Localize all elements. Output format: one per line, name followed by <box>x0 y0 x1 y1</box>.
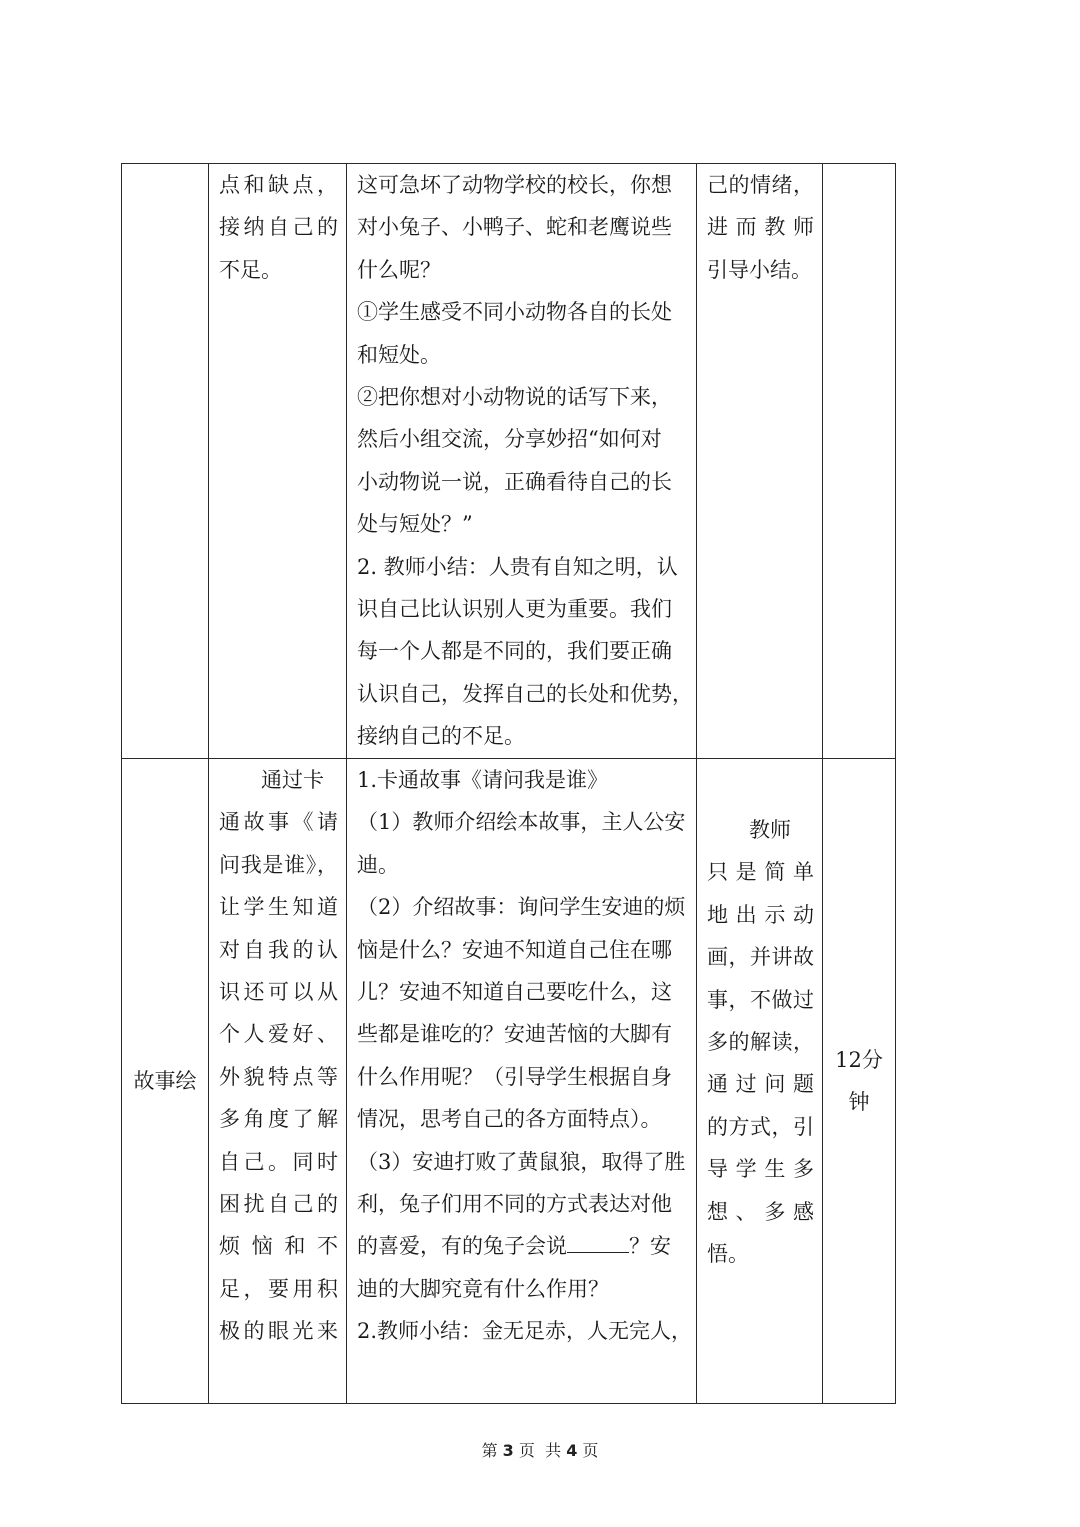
goal-line: 烦恼和不 <box>219 1234 338 1259</box>
process-line: 儿？安迪不知道自己要吃什么，这 <box>357 980 672 1005</box>
note-line: 只是简单 <box>707 860 814 885</box>
process-line: 情况，思考自己的各方面特点）。 <box>357 1107 662 1132</box>
process-line: 对小兔子、小鸭子、蛇和老鹰说些 <box>357 215 672 240</box>
note-line: 教师 <box>749 818 791 842</box>
goal-line: 接纳自己的 <box>219 215 338 240</box>
current-page-number: 3 <box>502 1441 514 1460</box>
note-line: 多的解读， <box>707 1030 814 1055</box>
goal-line: 问我是谁》， <box>219 852 338 877</box>
total-page-number: 4 <box>566 1441 578 1460</box>
process-line: ①学生感受不同小动物各自的长处 <box>357 300 672 325</box>
goal-line: 个人爱好、 <box>219 1022 338 1047</box>
page-footer <box>0 1438 1080 1461</box>
process-line: （3）安迪打败了黄鼠狼，取得了胜 <box>357 1149 686 1174</box>
process-line: 每一个人都是不同的，我们要正确 <box>357 639 672 664</box>
note-line: 己的情绪， <box>707 173 814 197</box>
goal-line: 不足。 <box>219 257 282 282</box>
process-line: 识自己比认识别人更为重要。我们 <box>357 597 672 622</box>
footer-prefix: 第 <box>481 1441 498 1460</box>
process-line: 接纳自己的不足。 <box>357 724 525 749</box>
goal-line: 自己。同时 <box>219 1149 338 1174</box>
process-line: 和短处。 <box>357 342 441 367</box>
process-line: 恼是什么？安迪不知道自己住在哪 <box>357 937 672 962</box>
note-line: 画，并讲故 <box>707 945 814 970</box>
note-line: 地出示动 <box>707 902 814 927</box>
process-line: 认识自己，发挥自己的长处和优势， <box>357 681 693 706</box>
table-row <box>122 759 896 1404</box>
goal-line: 对自我的认 <box>219 937 338 962</box>
process-line: 什么呢？ <box>357 257 441 282</box>
goal-line: 足，要用积 <box>219 1276 338 1301</box>
note-line: 的方式，引 <box>707 1114 814 1139</box>
process-line: 利，兔子们用不同的方式表达对他 <box>357 1192 672 1217</box>
goal-line: 通故事《请 <box>219 810 338 835</box>
goal-line: 识还可以从 <box>219 980 338 1005</box>
process-cell <box>347 759 697 1404</box>
note-line: 进而教师 <box>707 215 814 240</box>
note-line: 导学生多 <box>707 1157 814 1182</box>
time-line: 钟 <box>848 1090 870 1114</box>
stage-cell <box>122 759 209 1404</box>
fill-in-blank <box>567 1228 629 1253</box>
goal-line: 点和缺点， <box>219 173 338 197</box>
process-line-with-blank: 的喜爱，有的兔子会说 ？安 <box>357 1225 688 1267</box>
process-line: ②把你想对小动物说的话写下来， <box>357 385 672 410</box>
note-cell <box>697 759 823 1404</box>
goal-line: 让学生知道 <box>219 895 338 920</box>
goal-cell <box>209 759 347 1404</box>
table-row <box>122 164 896 759</box>
time-line: 12分 <box>835 1047 883 1072</box>
process-line: 然后小组交流，分享妙招“如何对 <box>357 427 662 452</box>
goal-line: 极的眼光来 <box>219 1319 338 1344</box>
process-line: （1）教师介绍绘本故事，主人公安 <box>357 810 686 835</box>
note-line: 事，不做过 <box>707 987 814 1012</box>
goal-line: 通过卡 <box>261 768 324 792</box>
goal-line: 困扰自己的 <box>219 1192 338 1217</box>
process-line: 什么作用呢？（引导学生根据自身 <box>357 1064 672 1089</box>
time-cell <box>823 164 896 759</box>
time-cell <box>823 759 896 1404</box>
process-line: 这可急坏了动物学校的校长，你想 <box>357 173 672 197</box>
goal-line: 外貌特点等 <box>219 1064 338 1089</box>
footer-mid: 页 共 <box>518 1441 562 1460</box>
lesson-plan-table <box>121 163 896 1404</box>
footer-suffix: 页 <box>582 1441 599 1460</box>
note-line: 想、多感 <box>707 1199 814 1224</box>
process-line: 迪。 <box>357 852 399 877</box>
process-line: 2.教师小结：金无足赤，人无完人， <box>357 1319 693 1344</box>
stage-label: 故事绘 <box>133 1068 197 1093</box>
process-line: 些都是谁吃的？安迪苦恼的大脚有 <box>357 1022 672 1047</box>
process-cell <box>347 164 697 759</box>
process-line: （2）介绍故事：询问学生安迪的烦 <box>357 895 686 920</box>
note-line: 悟。 <box>707 1242 749 1267</box>
note-line: 引导小结。 <box>707 257 812 282</box>
goal-cell <box>209 164 347 759</box>
process-line: 小动物说一说，正确看待自己的长 <box>357 469 672 494</box>
process-line: 2. 教师小结：人贵有自知之明，认 <box>357 554 678 579</box>
note-cell <box>697 164 823 759</box>
goal-line: 多角度了解 <box>219 1107 338 1132</box>
process-line: 迪的大脚究竟有什么作用？ <box>357 1276 609 1301</box>
process-line: 1.卡通故事《请问我是谁》 <box>357 768 609 792</box>
stage-cell <box>122 164 209 759</box>
process-line: 处与短处？” <box>357 512 473 537</box>
note-line: 通过问题 <box>707 1072 814 1097</box>
